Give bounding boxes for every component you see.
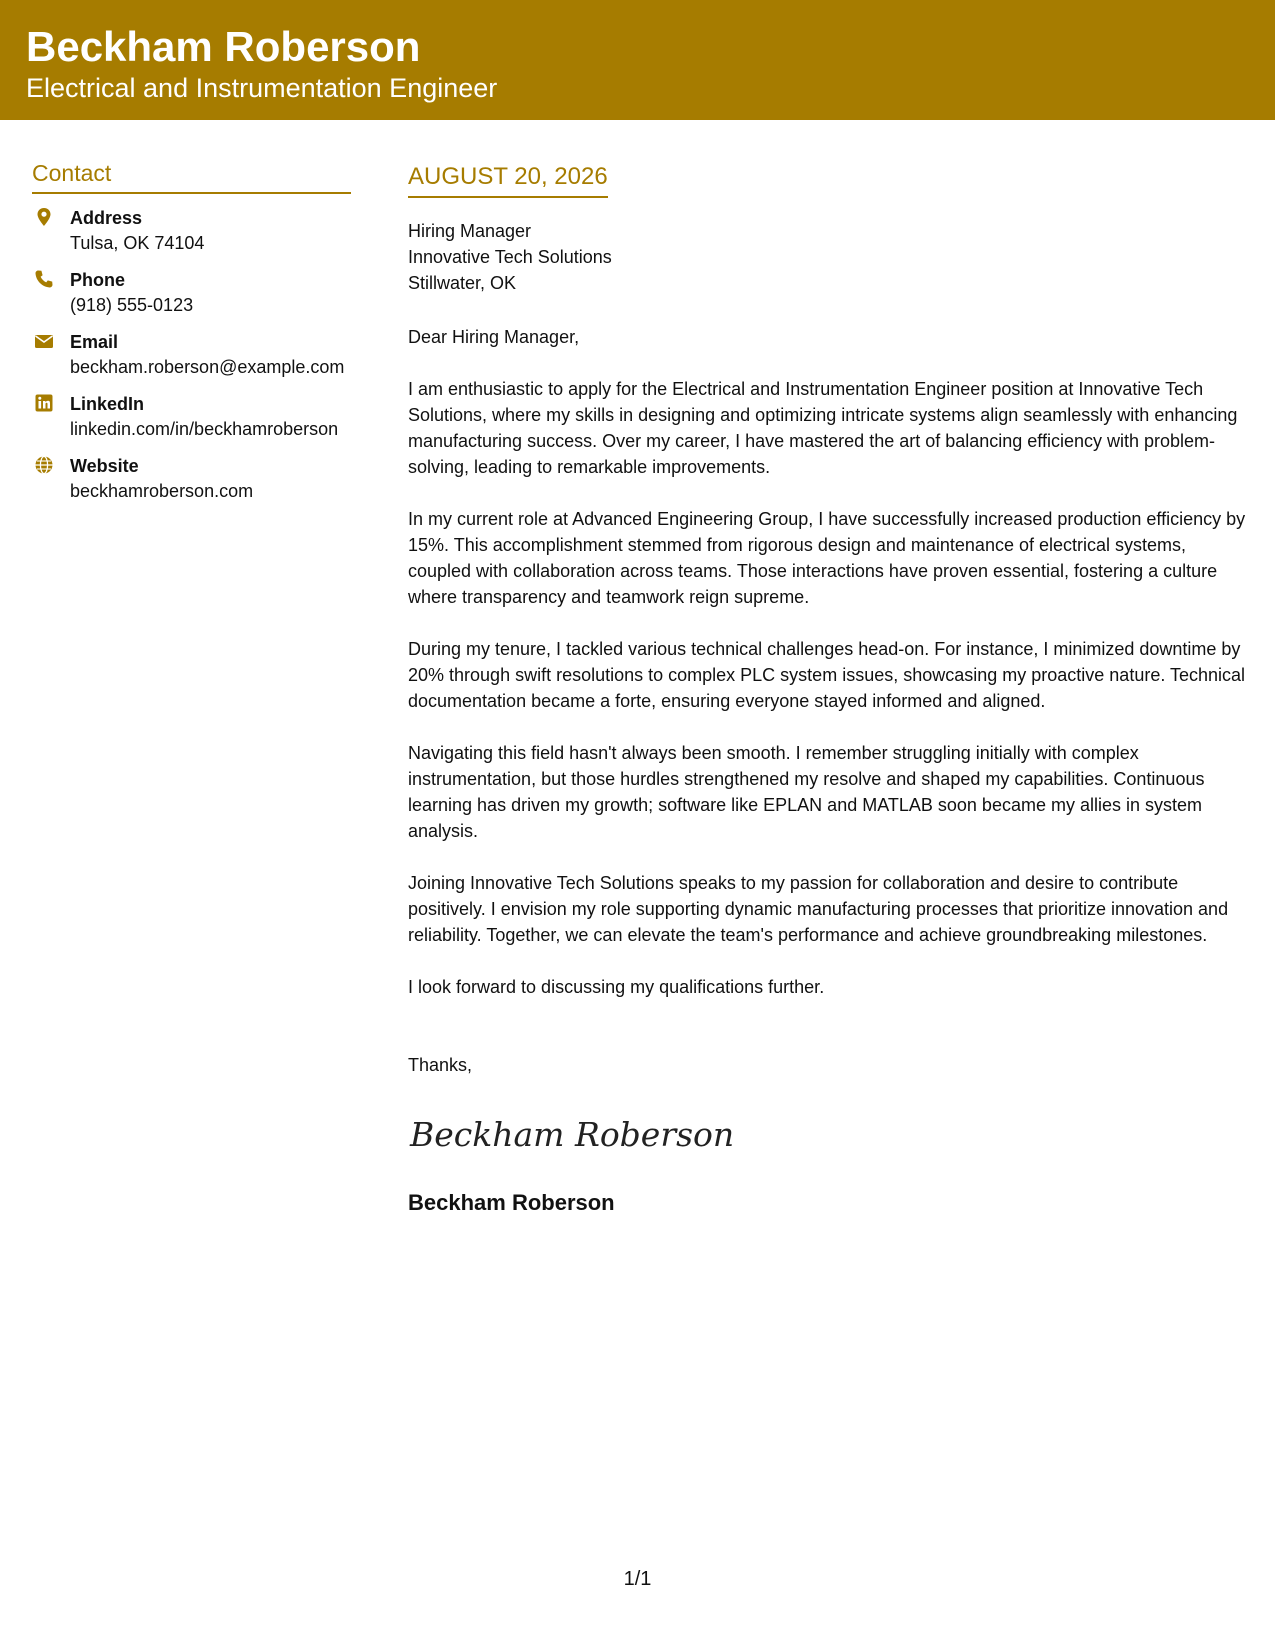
recipient-block — [408, 218, 1253, 296]
linkedin-icon — [34, 393, 54, 413]
paragraph: Navigating this field hasn't always been smooth. I remember struggling initially with complex instrumentation, but those hurdles strengthened my resolve and shaped my capabilities. Continuous learning has driven my growth; software like EPLAN and MATLAB soon became my allies in system analysis. — [408, 742, 1205, 841]
paragraph: I look forward to discussing my qualifications further. — [408, 976, 825, 997]
envelope-icon — [34, 331, 54, 351]
paragraph: During my tenure, I tackled various technical challenges head-on. For instance, I minimized downtime by 20% through swift resolutions to complex PLC system issues, showcasing my proactive nature. Technical documentation became a forte, ensuring everyone stayed informed and aligned. — [408, 638, 1246, 711]
map-pin-icon — [34, 207, 54, 227]
contact-item-email — [32, 330, 351, 380]
contact-label: Phone — [70, 269, 126, 290]
signer-name: Beckham Roberson — [408, 1189, 615, 1215]
contact-label: LinkedIn — [70, 393, 145, 414]
paragraph: Joining Innovative Tech Solutions speaks to my passion for collaboration and desire to contribute positively. I envision my role supporting dynamic manufacturing processes that prioritize innovation and reliability. Together, we can elevate the team's performance and achieve groundbreaking milestones. — [408, 872, 1229, 945]
closing: Thanks, — [408, 1054, 473, 1075]
handwritten-signature — [408, 1108, 735, 1160]
applicant-name: Beckham Roberson — [26, 23, 421, 70]
contact-item-phone — [32, 268, 351, 318]
page-number: 1/1 — [623, 1568, 652, 1590]
letter-date: AUGUST 20, 2026 — [408, 163, 608, 198]
salutation: Dear Hiring Manager, — [408, 326, 580, 347]
phone-icon — [34, 269, 54, 289]
applicant-title: Electrical and Instrumentation Engineer — [26, 73, 498, 103]
contact-value: Tulsa, OK 74104 — [70, 232, 205, 253]
paragraph: In my current role at Advanced Engineering Group, I have successfully increased production efficiency by 15%. This accomplishment stemmed from rigorous design and maintenance of electrical systems, coupled with collaboration across teams. Those interactions have proven essential, fostering a culture where transparency and teamwork reign supreme. — [408, 508, 1246, 607]
contact-label: Website — [70, 455, 139, 476]
recipient-line: Stillwater, OK — [408, 272, 517, 293]
recipient-line: Innovative Tech Solutions — [408, 246, 612, 267]
contact-label: Email — [70, 331, 119, 352]
letter-body — [408, 163, 1253, 1216]
signature-text: Beckham Roberson — [410, 1114, 735, 1154]
contact-value: beckham.roberson@example.com — [70, 356, 345, 377]
contact-value: linkedin.com/in/beckhamroberson — [70, 418, 339, 439]
signature-image — [408, 1108, 735, 1160]
contact-sidebar — [32, 160, 351, 516]
contact-label: Address — [70, 207, 143, 228]
paragraph: I am enthusiastic to apply for the Electrical and Instrumentation Engineer position at Innovative Tech Solutions, where my skills in designing and optimizing intricate systems align seamlessly with enhancing manufacturing success. Over my career, I have mastered the art of balancing efficiency with problem-solving, leading to remarkable improvements. — [408, 378, 1238, 477]
contact-item-address — [32, 206, 351, 256]
globe-icon — [34, 455, 54, 475]
recipient-line: Hiring Manager — [408, 220, 532, 241]
contact-heading: Contact — [32, 160, 351, 194]
header-banner — [0, 0, 1275, 120]
contact-item-linkedin — [32, 392, 351, 442]
contact-value: beckhamroberson.com — [70, 480, 254, 501]
contact-item-website — [32, 454, 351, 504]
contact-value: (918) 555-0123 — [70, 294, 194, 315]
